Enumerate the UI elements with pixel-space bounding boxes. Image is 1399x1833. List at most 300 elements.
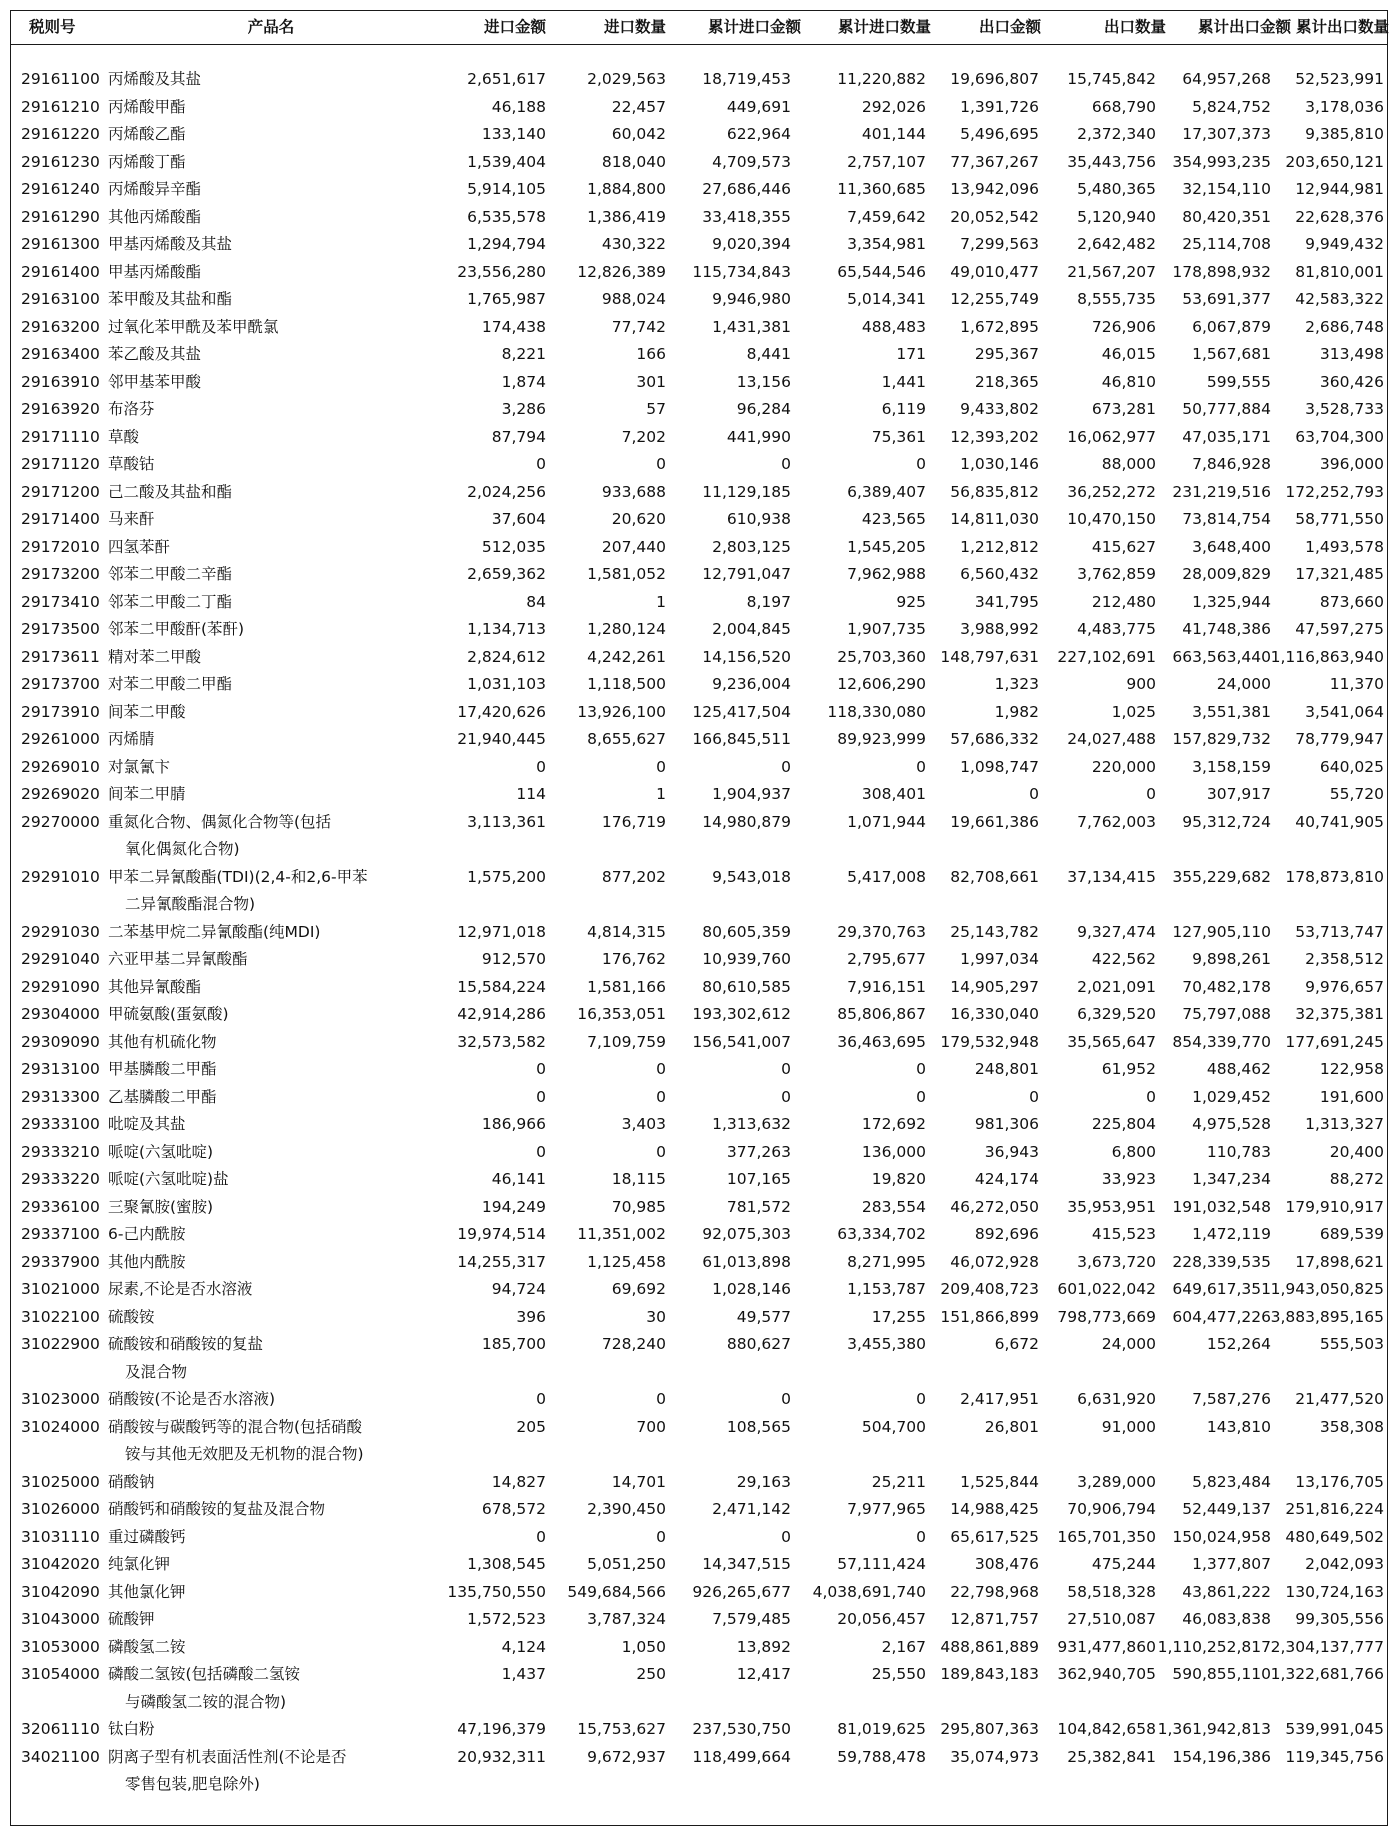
value-cell: 225,804 [1091,1115,1156,1133]
table-row [11,1331,1387,1386]
product-name-line: 钛白粉 [108,1720,155,1738]
value-cell: 115,734,843 [692,262,791,281]
product-name-line: 吡啶及其盐 [108,1115,186,1133]
table-row [11,314,1387,342]
value-cell: 46,141 [491,1170,546,1188]
tariff-code: 29309090 [21,1032,100,1051]
value-cell: 33,923 [1101,1170,1156,1188]
product-name-line: 邻苯二甲酸二丁酯 [108,592,233,611]
value-cell: 212,480 [1091,592,1156,611]
value-cell: 3,289,000 [1077,1472,1156,1491]
product-name-line: 阴离子型有机表面活性剂(不论是否 [108,1747,347,1766]
value-cell: 488,861,889 [940,1637,1039,1656]
value-cell: 5,417,008 [847,867,926,886]
value-cell: 0 [536,757,546,776]
product-name [108,1276,398,1304]
tariff-code: 29173410 [21,592,100,611]
value-cell: 9,976,657 [1305,977,1384,996]
value-cell: 17,307,373 [1182,125,1271,143]
value-cell: 4,242,261 [587,647,666,666]
value-cell: 85,806,867 [837,1005,926,1023]
value-cell: 13,176,705 [1295,1472,1384,1491]
value-cell: 133,140 [481,125,546,143]
product-name [108,1661,398,1716]
tariff-code: 29270000 [21,812,100,831]
product-name [108,589,398,617]
value-cell: 728,240 [601,1335,666,1353]
value-cell: 178,898,932 [1172,262,1271,281]
value-cell: 22,628,376 [1295,207,1384,226]
value-cell: 189,843,183 [940,1665,1039,1683]
value-cell: 21,940,445 [457,730,546,748]
table-row [11,1551,1387,1579]
value-cell: 8,221 [501,345,546,363]
value-cell: 104,842,658 [1057,1720,1156,1738]
value-cell: 4,038,691,740 [812,1582,926,1601]
value-cell: 2,167 [881,1637,926,1656]
value-cell: 0 [916,1527,926,1546]
product-name [108,1056,398,1084]
value-cell: 1,431,381 [712,317,791,336]
product-name [108,369,398,397]
table-row [11,396,1387,424]
value-cell: 15,745,842 [1067,70,1156,88]
value-cell: 63,334,702 [837,1225,926,1243]
product-name [108,726,398,754]
value-cell: 415,627 [1091,537,1156,556]
value-cell: 118,499,664 [692,1747,791,1766]
value-cell: 203,650,121 [1285,152,1384,171]
value-cell: 539,991,045 [1285,1720,1384,1738]
value-cell: 0 [656,1060,666,1078]
tariff-code: 29161100 [21,70,100,88]
trade-table [10,10,1388,1826]
value-cell: 2,029,563 [587,70,666,88]
value-cell: 193,302,612 [692,1005,791,1023]
value-cell: 6,067,879 [1192,317,1271,336]
value-cell: 1,025 [1111,702,1156,721]
value-cell: 358,308 [1319,1417,1384,1436]
value-cell: 1,904,937 [712,785,791,803]
value-cell: 20,400 [1329,1142,1384,1161]
table-row [11,809,1387,864]
value-cell: 22,457 [611,97,666,116]
table-row [11,726,1387,754]
value-cell: 1,308,545 [467,1555,546,1573]
value-cell: 2,642,482 [1077,235,1156,253]
tariff-code: 31043000 [21,1610,100,1628]
value-cell: 108,565 [726,1417,791,1436]
value-cell: 94,724 [491,1280,546,1298]
value-cell: 191,032,548 [1172,1197,1271,1216]
product-name [108,534,398,562]
value-cell: 1,572,523 [467,1610,546,1628]
value-cell: 488,483 [861,317,926,336]
product-name-line: 氧化偶氮化合物) [125,840,240,858]
value-cell: 6,119 [881,400,926,418]
value-cell: 1,493,578 [1305,537,1384,556]
value-cell: 20,052,542 [950,207,1039,226]
value-cell: 26,801 [984,1417,1039,1436]
product-name-line: 苯甲酸及其盐和酯 [108,290,233,308]
value-cell: 0 [781,1060,791,1078]
value-cell: 2,024,256 [467,482,546,501]
tariff-code: 31024000 [21,1417,100,1436]
product-name [108,974,398,1002]
value-cell: 13,156 [736,372,791,391]
value-cell: 0 [1029,785,1039,803]
value-cell: 1 [656,785,666,803]
tariff-code: 29291030 [21,922,100,941]
value-cell: 1,029,452 [1192,1087,1271,1106]
value-cell: 89,923,999 [837,730,926,748]
value-cell: 283,554 [861,1197,926,1216]
product-name-line: 尿素,不论是否水溶液 [108,1280,253,1298]
product-name-line: 间苯二甲酸 [108,702,186,721]
value-cell: 933,688 [601,482,666,501]
value-cell: 1,313,632 [712,1115,791,1133]
value-cell: 2,390,450 [587,1500,666,1518]
value-cell: 362,940,705 [1057,1665,1156,1683]
value-cell: 1,581,052 [587,565,666,583]
value-cell: 2,659,362 [467,565,546,583]
value-cell: 12,606,290 [837,675,926,693]
value-cell: 77,742 [611,317,666,336]
value-cell: 49,010,477 [950,262,1039,281]
value-cell: 700 [636,1417,666,1436]
value-cell: 441,990 [726,427,791,446]
product-name-line: 零售包装,肥皂除外) [125,1775,260,1793]
value-cell: 1,098,747 [960,757,1039,776]
table-row [11,1716,1387,1744]
value-cell: 610,938 [726,510,791,528]
tariff-code: 29173500 [21,620,100,638]
value-cell: 125,417,504 [692,702,791,721]
value-cell: 84 [526,592,546,611]
value-cell: 61,013,898 [702,1252,791,1271]
value-cell: 7,977,965 [847,1500,926,1518]
value-cell: 179,532,948 [940,1032,1039,1051]
value-cell: 35,443,756 [1067,152,1156,171]
value-cell: 1,472,119 [1192,1225,1271,1243]
product-name [108,231,398,259]
value-cell: 292,026 [861,97,926,116]
value-cell: 1,050 [621,1637,666,1656]
value-cell: 16,330,040 [950,1005,1039,1023]
value-cell: 57,686,332 [950,730,1039,748]
value-cell: 892,696 [974,1225,1039,1243]
value-cell: 3,113,361 [467,812,546,831]
value-cell: 156,541,007 [692,1032,791,1051]
product-name [108,66,398,94]
table-row [11,149,1387,177]
product-name-line: 磷酸氢二铵 [108,1637,186,1656]
product-name-line: 对苯二甲酸二甲酯 [108,675,233,693]
table-row [11,1166,1387,1194]
value-cell: 0 [536,1142,546,1161]
value-cell: 504,700 [861,1417,926,1436]
value-cell: 668,790 [1091,97,1156,116]
value-cell: 88,000 [1101,455,1156,473]
value-cell: 396,000 [1319,455,1384,473]
table-row [11,94,1387,122]
value-cell: 1,280,124 [587,620,666,638]
product-name-line: 硝酸铵(不论是否水溶液) [108,1390,276,1408]
value-cell: 10,470,150 [1067,510,1156,528]
product-name [108,286,398,314]
value-cell: 22,798,968 [950,1582,1039,1601]
value-cell: 798,773,669 [1057,1307,1156,1326]
value-cell: 1,581,166 [587,977,666,996]
tariff-code: 29163400 [21,345,100,363]
value-cell: 1,125,458 [587,1252,666,1271]
value-cell: 148,797,631 [940,647,1039,666]
value-cell: 0 [1146,785,1156,803]
value-cell: 2,304,137,777 [1270,1637,1384,1656]
product-name [108,1634,398,1662]
table-row [11,1276,1387,1304]
value-cell: 7,762,003 [1077,812,1156,831]
value-cell: 3,455,380 [847,1335,926,1353]
value-cell: 136,000 [861,1142,926,1161]
tariff-code: 29313100 [21,1060,100,1078]
value-cell: 8,271,995 [847,1252,926,1271]
value-cell: 207,440 [601,537,666,556]
value-cell: 25,382,841 [1067,1747,1156,1766]
table-row [11,561,1387,589]
value-cell: 0 [656,1087,666,1106]
value-cell: 3,551,381 [1192,702,1271,721]
table-row [11,534,1387,562]
product-name-line: 甲基丙烯酸及其盐 [108,235,233,253]
value-cell: 0 [656,1527,666,1546]
product-name-line: 与磷酸氢二铵的混合物) [125,1692,287,1711]
product-name-line: 硫酸钾 [108,1610,155,1628]
value-cell: 36,463,695 [837,1032,926,1051]
product-name-line: 及混合物 [125,1362,188,1381]
value-cell: 1,361,942,813 [1157,1720,1271,1738]
value-cell: 880,627 [726,1335,791,1353]
table-row [11,1469,1387,1497]
value-cell: 3,673,720 [1077,1252,1156,1271]
product-name [108,121,398,149]
product-name [108,424,398,452]
column-header: 进口数量 [603,18,666,36]
value-cell: 2,686,748 [1305,317,1384,336]
value-cell: 46,015 [1101,345,1156,363]
value-cell: 43,861,222 [1182,1582,1271,1601]
value-cell: 35,074,973 [950,1747,1039,1766]
value-cell: 1,874 [501,372,546,391]
product-name [108,1111,398,1139]
value-cell: 114 [516,785,546,803]
value-cell: 308,476 [974,1555,1039,1573]
value-cell: 9,949,432 [1305,235,1384,253]
tariff-code: 29171200 [21,482,100,501]
value-cell: 87,794 [491,427,546,446]
value-cell: 57 [646,400,666,418]
product-name [108,671,398,699]
value-cell: 599,555 [1206,372,1271,391]
tariff-code: 29304000 [21,1005,100,1023]
value-cell: 1,391,726 [960,97,1039,116]
value-cell: 301 [636,372,666,391]
product-name-line: 过氧化苯甲酰及苯甲酰氯 [108,317,279,336]
product-name-line: 硝酸钙和硝酸铵的复盐及混合物 [108,1500,326,1518]
product-name [108,451,398,479]
value-cell: 1,997,034 [960,950,1039,968]
value-cell: 1 [656,592,666,611]
value-cell: 13,892 [736,1637,791,1656]
value-cell: 59,788,478 [837,1747,926,1766]
value-cell: 3,762,859 [1077,565,1156,583]
table-row [11,864,1387,919]
value-cell: 6,672 [994,1335,1039,1353]
value-cell: 2,358,512 [1305,950,1384,968]
value-cell: 35,565,647 [1067,1032,1156,1051]
table-row [11,671,1387,699]
value-cell: 1,313,327 [1305,1115,1384,1133]
value-cell: 110,783 [1206,1142,1271,1161]
value-cell: 3,354,981 [847,235,926,253]
value-cell: 3,541,064 [1305,702,1384,721]
product-name [108,1001,398,1029]
value-cell: 3,988,992 [960,620,1039,638]
table-row [11,1029,1387,1057]
value-cell: 151,866,899 [940,1307,1039,1326]
value-cell: 37,134,415 [1067,867,1156,886]
value-cell: 18,115 [611,1170,666,1188]
value-cell: 36,252,272 [1067,482,1156,501]
product-name-line: 硫酸铵和硝酸铵的复盐 [108,1335,264,1353]
value-cell: 80,420,351 [1182,207,1271,226]
value-cell: 8,655,627 [587,730,666,748]
tariff-code: 29173200 [21,565,100,583]
product-name [108,1469,398,1497]
value-cell: 119,345,756 [1285,1747,1384,1766]
value-cell: 1,377,807 [1192,1555,1271,1573]
value-cell: 3,158,159 [1192,757,1271,776]
value-cell: 17,255 [871,1307,926,1326]
value-cell: 981,306 [974,1115,1039,1133]
product-name [108,1194,398,1222]
product-name-line: 丙烯酸甲酯 [108,97,186,116]
value-cell: 678,572 [481,1500,546,1518]
value-cell: 47,196,379 [457,1720,546,1738]
tariff-code: 31021000 [21,1280,100,1298]
value-cell: 99,305,556 [1295,1610,1384,1628]
value-cell: 17,420,626 [457,702,546,721]
product-name [108,1221,398,1249]
value-cell: 46,083,838 [1182,1610,1271,1628]
value-cell: 1,294,794 [467,235,546,253]
value-cell: 96,284 [736,400,791,418]
table-row [11,176,1387,204]
product-name-line: 哌啶(六氢吡啶)盐 [108,1170,229,1188]
product-name-line: 硝酸铵与碳酸钙等的混合物(包括硝酸 [108,1417,363,1436]
table-row [11,974,1387,1002]
value-cell: 41,748,386 [1182,620,1271,638]
tariff-code: 29163200 [21,317,100,336]
value-cell: 430,322 [601,235,666,253]
product-name [108,919,398,947]
tariff-code: 31022100 [21,1307,100,1326]
value-cell: 0 [536,1390,546,1408]
value-cell: 0 [781,455,791,473]
value-cell: 231,219,516 [1172,482,1271,501]
value-cell: 14,347,515 [702,1555,791,1573]
value-cell: 0 [656,757,666,776]
table-row [11,451,1387,479]
value-cell: 1,212,812 [960,537,1039,556]
product-name-line: 三聚氰胺(蜜胺) [108,1197,214,1216]
value-cell: 65,544,546 [837,262,926,281]
value-cell: 0 [1146,1087,1156,1106]
value-cell: 7,846,928 [1192,455,1271,473]
tariff-code: 29161400 [21,262,100,281]
product-name-line: 磷酸二氢铵(包括磷酸二氢铵 [108,1665,301,1683]
value-cell: 165,701,350 [1057,1527,1156,1546]
value-cell: 33,418,355 [702,207,791,226]
value-cell: 6,535,578 [467,207,546,226]
product-name-line: 纯氯化钾 [108,1555,171,1573]
value-cell: 512,035 [481,537,546,556]
value-cell: 32,154,110 [1182,180,1271,198]
value-cell: 194,249 [481,1197,546,1216]
tariff-code: 29173910 [21,702,100,721]
value-cell: 14,827 [491,1472,546,1491]
value-cell: 9,543,018 [712,867,791,886]
table-row [11,1084,1387,1112]
value-cell: 1,575,200 [467,867,546,886]
tariff-code: 29269010 [21,757,100,776]
product-name [108,1551,398,1579]
product-name [108,259,398,287]
table-row [11,1744,1387,1799]
tariff-code: 31023000 [21,1390,100,1408]
value-cell: 401,144 [861,125,926,143]
table-row [11,699,1387,727]
table-row [11,946,1387,974]
value-cell: 2,021,091 [1077,977,1156,996]
product-name-line: 丙烯酸异辛酯 [108,180,202,198]
value-cell: 1,765,987 [467,290,546,308]
tariff-code: 31042020 [21,1555,100,1573]
value-cell: 5,120,940 [1077,207,1156,226]
value-cell: 14,701 [611,1472,666,1491]
product-name-line: 甲基膦酸二甲酯 [108,1060,217,1078]
product-name [108,1139,398,1167]
value-cell: 360,426 [1319,372,1384,391]
value-cell: 37,604 [491,510,546,528]
value-cell: 7,916,151 [847,977,926,996]
value-cell: 1,545,205 [847,537,926,556]
product-name-line: 丙烯腈 [108,730,155,748]
table-row [11,1606,1387,1634]
value-cell: 0 [656,1390,666,1408]
product-name [108,1249,398,1277]
product-name [108,149,398,177]
value-cell: 9,385,810 [1305,125,1384,143]
value-cell: 877,202 [601,867,666,886]
product-name-line: 马来酐 [108,510,155,528]
value-cell: 78,779,947 [1295,730,1384,748]
value-cell: 227,102,691 [1057,647,1156,666]
value-cell: 19,696,807 [950,70,1039,88]
value-cell: 171 [896,345,926,363]
value-cell: 2,471,142 [712,1500,791,1518]
product-name [108,1084,398,1112]
